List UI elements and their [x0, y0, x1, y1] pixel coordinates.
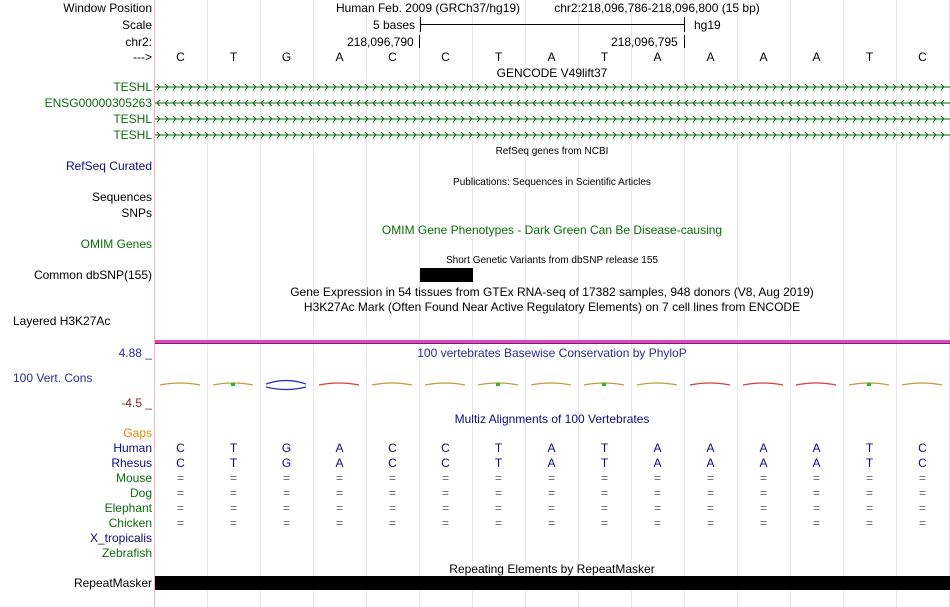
- base-letter: T: [865, 456, 874, 470]
- alignment-match: =: [282, 516, 290, 530]
- base-letter: C: [388, 441, 397, 455]
- base-letter: T: [229, 441, 238, 455]
- gencode-feature-2[interactable]: [155, 96, 950, 110]
- rhesus-alignment-row: [155, 456, 950, 470]
- phylop-mark: [602, 383, 606, 386]
- alignment-match: =: [441, 471, 449, 485]
- alignment-match: =: [282, 471, 290, 485]
- base-letter: A: [653, 456, 662, 470]
- species-chicken[interactable]: Chicken: [108, 516, 152, 530]
- base-letter: T: [494, 456, 503, 470]
- alignment-match: =: [547, 471, 555, 485]
- alignment-match: =: [176, 486, 184, 500]
- phylop-title: 100 vertebrates Basewise Conservation by PhyloP: [417, 346, 687, 360]
- human-alignment-row: [155, 441, 950, 455]
- gencode-feature-1[interactable]: [155, 80, 950, 94]
- base-letter: A: [759, 441, 768, 455]
- position-text: chr2:218,096,786-218,096,800 (15 bp): [554, 1, 760, 15]
- gencode-track-label-2[interactable]: ENSG00000305263: [44, 96, 152, 110]
- alignment-match: =: [441, 501, 449, 515]
- alignment-match: =: [388, 516, 396, 530]
- alignment-match: =: [494, 501, 502, 515]
- repeatmasker-feature[interactable]: [155, 576, 950, 590]
- gaps-label[interactable]: Gaps: [123, 426, 152, 440]
- scale-text: 5 bases: [372, 18, 416, 32]
- omim-title: OMIM Gene Phenotypes - Dark Green Can Be Disease-causing: [381, 223, 723, 237]
- base-letter: A: [812, 50, 821, 64]
- coord-left: 218,096,790: [347, 35, 414, 49]
- base-letter: A: [812, 456, 821, 470]
- base-letter: G: [281, 456, 292, 470]
- species-human[interactable]: Human: [113, 441, 152, 455]
- base-letter: A: [335, 50, 344, 64]
- scale-bar-left-tick: [420, 17, 421, 32]
- gencode-track-label-1[interactable]: TESHL: [113, 80, 152, 94]
- phylop-mark: [496, 383, 500, 386]
- gencode-feature-3[interactable]: [155, 112, 950, 126]
- phylop-mark: [902, 383, 942, 385]
- base-letter: T: [600, 441, 609, 455]
- alignment-match: =: [865, 516, 873, 530]
- window-position-label: Window Position: [63, 1, 152, 15]
- alignment-match: =: [494, 486, 502, 500]
- phylop-label[interactable]: 100 Vert. Cons: [13, 371, 93, 385]
- base-letter: C: [441, 456, 450, 470]
- alignment-match: =: [653, 501, 661, 515]
- alignment-match: =: [282, 486, 290, 500]
- base-letter: A: [547, 441, 556, 455]
- phylop-mark: [425, 383, 465, 385]
- base-letter: A: [335, 456, 344, 470]
- alignment-match: =: [706, 471, 714, 485]
- base-letter: T: [229, 456, 238, 470]
- alignment-match: =: [812, 501, 820, 515]
- base-letter: C: [388, 50, 397, 64]
- base-letter: T: [865, 441, 874, 455]
- alignment-match: =: [547, 486, 555, 500]
- phylop-mark: [796, 383, 836, 385]
- alignment-match: =: [865, 486, 873, 500]
- alignment-match: =: [229, 501, 237, 515]
- chrom-label: chr2:: [125, 35, 152, 49]
- base-letter: C: [918, 456, 927, 470]
- base-letter: C: [918, 441, 927, 455]
- phylop-mark: [867, 383, 871, 386]
- alignment-match: =: [229, 516, 237, 530]
- chicken-alignment-row: [155, 516, 950, 530]
- alignment-match: =: [494, 471, 502, 485]
- base-letter: C: [441, 50, 450, 64]
- alignment-match: =: [547, 516, 555, 530]
- base-letter: A: [547, 456, 556, 470]
- base-letter: T: [229, 50, 238, 64]
- alignment-match: =: [759, 501, 767, 515]
- phylop-max: 4.88 _: [118, 346, 152, 360]
- phylop-mark: [743, 383, 783, 385]
- base-letter: G: [281, 50, 292, 64]
- omim-label[interactable]: OMIM Genes: [80, 237, 152, 251]
- h3k27ac-label[interactable]: Layered H3K27Ac: [13, 314, 111, 328]
- scale-bar-right-tick: [684, 17, 685, 32]
- base-letter: A: [706, 50, 715, 64]
- base-letter: A: [706, 456, 715, 470]
- alignment-match: =: [812, 471, 820, 485]
- phylop-mark: [690, 383, 730, 385]
- gtex-title: Gene Expression in 54 tissues from GTEx RNA-seq of 17382 samples, 948 donors (V8, Aug 2019): [290, 285, 814, 299]
- alignment-match: =: [706, 516, 714, 530]
- base-letter: T: [494, 441, 503, 455]
- base-letter: C: [918, 50, 927, 64]
- alignment-match: =: [441, 486, 449, 500]
- alignment-match: =: [600, 471, 608, 485]
- base-letter: A: [547, 50, 556, 64]
- species-elephant[interactable]: Elephant: [104, 501, 152, 515]
- alignment-match: =: [388, 486, 396, 500]
- repeatmasker-label[interactable]: RepeatMasker: [73, 576, 152, 590]
- base-letter: A: [335, 441, 344, 455]
- alignment-match: =: [335, 471, 343, 485]
- gencode-track-label-4[interactable]: TESHL: [113, 128, 152, 142]
- phylop-mark: [319, 383, 359, 385]
- multiz-title: Multiz Alignments of 100 Vertebrates: [454, 412, 650, 426]
- alignment-match: =: [229, 486, 237, 500]
- alignment-match: =: [335, 516, 343, 530]
- gencode-feature-4[interactable]: [155, 128, 950, 142]
- alignment-match: =: [335, 486, 343, 500]
- dog-alignment-row: [155, 486, 950, 500]
- base-letter: T: [865, 50, 874, 64]
- alignment-match: =: [600, 516, 608, 530]
- species-xtropicalis[interactable]: X_tropicalis: [89, 531, 152, 545]
- base-letter: C: [176, 441, 185, 455]
- alignment-match: =: [706, 501, 714, 515]
- track-labels: [0, 0, 154, 607]
- alignment-match: =: [812, 486, 820, 500]
- alignment-match: =: [388, 471, 396, 485]
- base-sequence-row: [155, 50, 950, 64]
- dbsnp-title: Short Genetic Variants from dbSNP release 155: [446, 255, 658, 266]
- species-dog[interactable]: Dog: [129, 486, 152, 500]
- alignment-match: =: [335, 501, 343, 515]
- phylop-mark: [160, 383, 200, 385]
- mouse-alignment-row: [155, 471, 950, 485]
- base-letter: T: [600, 50, 609, 64]
- alignment-match: =: [282, 501, 290, 515]
- alignment-match: =: [600, 501, 608, 515]
- base-letter: C: [441, 441, 450, 455]
- alignment-match: =: [229, 471, 237, 485]
- base-letter: A: [653, 50, 662, 64]
- phylop-mark: [372, 383, 412, 385]
- phylop-min: -4.5 _: [121, 396, 152, 410]
- base-letter: A: [706, 441, 715, 455]
- h3k27ac-baseline: [155, 343, 950, 344]
- phylop-mark: [531, 383, 571, 385]
- assembly-text: Human Feb. 2009 (GRCh37/hg19): [335, 1, 521, 15]
- elephant-alignment-row: [155, 501, 950, 515]
- base-letter: T: [494, 50, 503, 64]
- alignment-match: =: [176, 501, 184, 515]
- phylop-plot[interactable]: [155, 375, 950, 395]
- base-letter: A: [759, 50, 768, 64]
- base-letter: G: [281, 441, 292, 455]
- refseq-title: RefSeq genes from NCBI: [495, 146, 609, 157]
- coord-right: 218,096,795: [611, 35, 678, 49]
- species-mouse[interactable]: Mouse: [115, 471, 152, 485]
- alignment-match: =: [918, 486, 926, 500]
- publications-title: Publications: Sequences in Scientific Articles: [453, 177, 651, 188]
- dbsnp-label[interactable]: Common dbSNP(155): [33, 268, 152, 282]
- base-letter: A: [653, 441, 662, 455]
- scale-label: Scale: [121, 18, 152, 32]
- alignment-match: =: [918, 501, 926, 515]
- species-zebrafish[interactable]: Zebrafish: [101, 546, 152, 560]
- sequences-label[interactable]: Sequences: [91, 190, 152, 204]
- phylop-mark: [637, 383, 677, 385]
- alignment-match: =: [759, 516, 767, 530]
- coord-left-tick: [419, 35, 420, 48]
- alignment-match: =: [600, 486, 608, 500]
- alignment-match: =: [759, 486, 767, 500]
- base-letter: T: [600, 456, 609, 470]
- alignment-match: =: [812, 516, 820, 530]
- coord-right-tick: [684, 35, 685, 48]
- alignment-match: =: [865, 471, 873, 485]
- alignment-match: =: [759, 471, 767, 485]
- species-rhesus[interactable]: Rhesus: [111, 456, 152, 470]
- alignment-match: =: [547, 501, 555, 515]
- alignment-match: =: [176, 516, 184, 530]
- base-letter: C: [176, 50, 185, 64]
- base-letter: A: [759, 456, 768, 470]
- alignment-match: =: [494, 516, 502, 530]
- alignment-match: =: [918, 516, 926, 530]
- alignment-match: =: [176, 471, 184, 485]
- scale-bar: [420, 24, 685, 25]
- h3k27ac-title: H3K27Ac Mark (Often Found Near Active Regulatory Elements) on 7 cell lines from ENCODE: [303, 300, 801, 314]
- snps-label[interactable]: SNPs: [121, 206, 152, 220]
- phylop-mark: [266, 381, 306, 390]
- gencode-track-label-3[interactable]: TESHL: [113, 112, 152, 126]
- track-image[interactable]: [155, 0, 950, 607]
- dbsnp-variant[interactable]: [420, 268, 473, 282]
- repeatmasker-title: Repeating Elements by RepeatMasker: [449, 562, 655, 576]
- alignment-match: =: [388, 501, 396, 515]
- db-text: hg19: [694, 18, 721, 32]
- base-letter: C: [176, 456, 185, 470]
- alignment-match: =: [653, 471, 661, 485]
- alignment-match: =: [918, 471, 926, 485]
- strand-label: --->: [133, 50, 152, 64]
- alignment-match: =: [653, 516, 661, 530]
- alignment-match: =: [441, 516, 449, 530]
- alignment-match: =: [706, 486, 714, 500]
- base-letter: A: [812, 441, 821, 455]
- refseq-label[interactable]: RefSeq Curated: [65, 159, 152, 173]
- phylop-mark: [231, 383, 235, 386]
- base-letter: C: [388, 456, 397, 470]
- alignment-match: =: [653, 486, 661, 500]
- gencode-title: GENCODE V49lift37: [496, 66, 608, 80]
- alignment-match: =: [865, 501, 873, 515]
